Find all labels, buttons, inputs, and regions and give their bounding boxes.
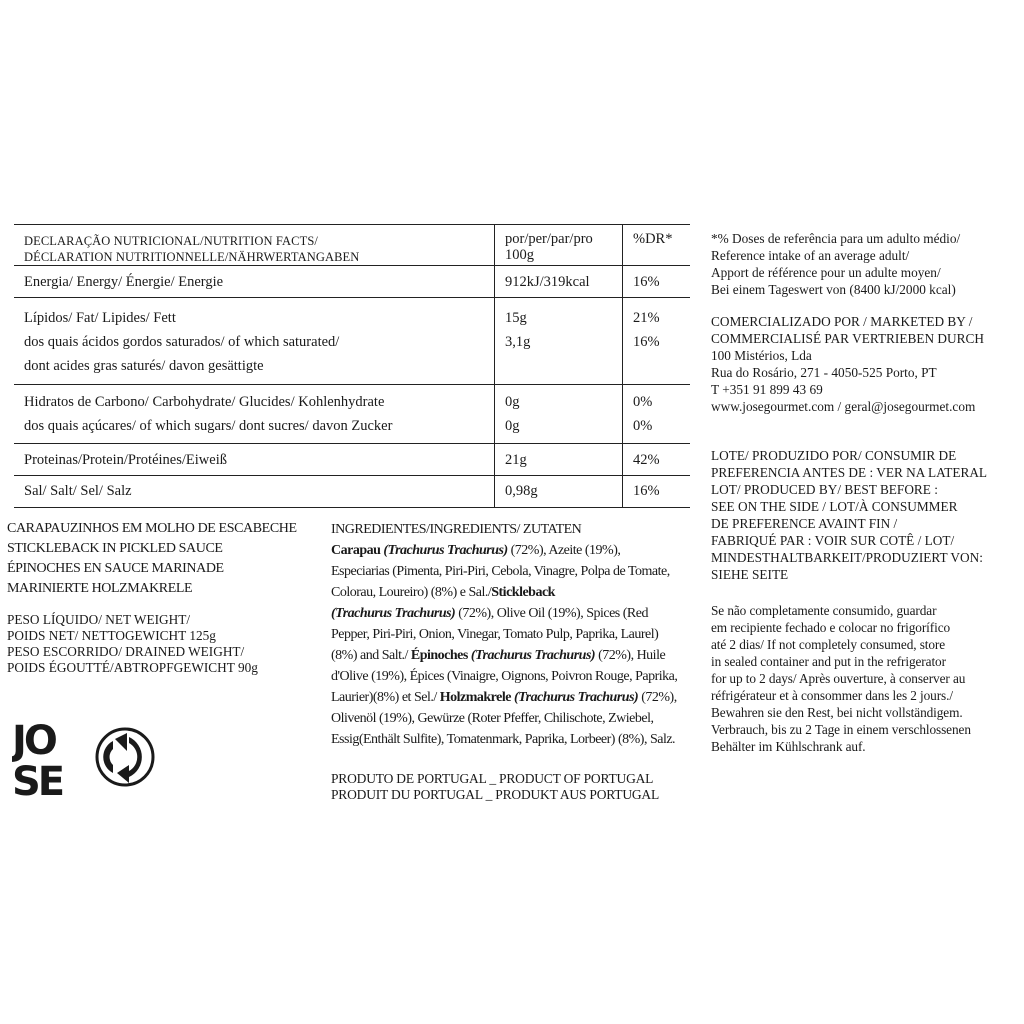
nutrition-row-carbohydrate xyxy=(14,385,690,444)
reference-intake-note: *% Doses de referência para um adulto médio/ Reference intake of an average adult/ Apport de référence pour un adulte moyen/ Bei einem Tageswert von (8400 kJ/2000 kcal) xyxy=(711,231,961,297)
company-address: Rua do Rosário, 271 - 4050-525 Porto, PT xyxy=(711,365,937,380)
dr-header: %DR* xyxy=(623,225,691,266)
company-web: www.josegourmet.com / geral@josegourmet.com xyxy=(711,399,976,414)
nutrient-value: 0,98g xyxy=(495,476,623,508)
nutrient-label: Hidratos de Carbono/ Carbohydrate/ Glucides/ Kohlenhydrate dos quais açúcares/ of which sugars/ dont sucres/ davon Zucker xyxy=(14,385,495,444)
nutrition-table xyxy=(14,224,690,508)
marketed-by-block xyxy=(711,313,1017,415)
nutrient-dr: 21% 16% xyxy=(623,298,691,385)
nutrient-value: 912kJ/319kcal xyxy=(495,266,623,298)
nutrient-value: 21g xyxy=(495,444,623,476)
nutrition-header-row xyxy=(14,225,690,266)
nutrition-row-salt xyxy=(14,476,690,508)
nutrient-label: Energia/ Energy/ Énergie/ Energie xyxy=(14,266,495,298)
lot-info: LOTE/ PRODUZIDO POR/ CONSUMIR DE PREFERENCIA ANTES DE : VER NA LATERAL LOT/ PRODUCED BY/ BEST BEFORE : SEE ON THE SIDE / LOT/À CONSUMMER DE PREFERENCE AVAINT FIN / FABRIQUÉ PAR : VOIR SUR COTÊ / LOT/ MINDESTHALTBARKEIT/PRODUZIERT VON: SIEHE SEITE xyxy=(711,448,988,582)
svg-text:SE: SE xyxy=(12,759,63,797)
green-dot-recycling-icon xyxy=(95,725,155,789)
marketed-by-label: COMERCIALIZADO POR / MARKETED BY / xyxy=(711,314,973,329)
per-header-line2: 100g xyxy=(505,247,534,263)
nutrition-row-energy xyxy=(14,266,690,298)
nutrient-dr: 0% 0% xyxy=(623,385,691,444)
product-names: CARAPAUZINHOS EM MOLHO DE ESCABECHE STICKLEBACK IN PICKLED SAUCE ÉPINOCHES EN SAUCE MARINADE MARINIERTE HOLZMAKRELE xyxy=(7,521,297,596)
nutrient-dr: 16% xyxy=(623,266,691,298)
marketed-by-label-2: COMMERCIALISÉ PAR VERTRIEBEN DURCH xyxy=(711,331,984,346)
company-phone: T +351 91 899 43 69 xyxy=(711,382,823,397)
origin-statement: PRODUTO DE PORTUGAL _ PRODUCT OF PORTUGAL PRODUIT DU PORTUGAL _ PRODUKT AUS PORTUGAL xyxy=(331,771,660,802)
weight-info: PESO LÍQUIDO/ NET WEIGHT/ POIDS NET/ NETTOGEWICHT 125g PESO ESCORRIDO/ DRAINED WEIGHT/ POIDS ÉGOUTTÉ/ABTROPFGEWICHT 90g xyxy=(7,612,258,675)
jose-logo xyxy=(12,717,64,797)
per-header-line1: por/per/par/pro xyxy=(505,231,593,247)
ingredients-text: Carapau (Trachurus Trachurus) (72%), Azeite (19%), Especiarias (Pimenta, Piri-Piri, Cebola, Vinagre, Polpa de Tomate, Colorau, Loureiro) (8%) e Sal./Stickleback (Trachurus Trachurus) (72%), Olive Oil (19%), Spices (Red Pepper, Piri-Piri, Onion, Vinegar, Tomato Pulp, Paprika, Laurel) (8%) and Salt./ Épinoches (Trachurus Trachurus) (72%), Huile d'Olive (19%), Épices (Vinaigre, Oignons, Poivron Rouge, Paprika, Laurier)(8%) et Sel./ Holzmakrele (Trachurus Trachurus) (72%), Olivenöl (19%), Gewürze (Roter Pfeffer, Chilischote, Zwiebel, Essig(Enthält Sulfite), Tomatenmark, Paprika, Lorbeer) (8%), Salz. xyxy=(331,543,678,747)
nutrition-title-line1: DECLARAÇÃO NUTRICIONAL/NUTRITION FACTS/ xyxy=(24,234,318,248)
svg-text:JO: JO xyxy=(12,718,55,764)
per-100g-header xyxy=(495,225,623,266)
nutrition-title-line2: DÉCLARATION NUTRITIONNELLE/NÄHRWERTANGABEN xyxy=(24,250,360,264)
nutrient-label: Lípidos/ Fat/ Lipides/ Fett dos quais ácidos gordos saturados/ of which saturated/ dont acides gras saturés/ davon gesättigte xyxy=(14,298,495,385)
nutrition-row-protein xyxy=(14,444,690,476)
nutrition-title xyxy=(14,225,495,266)
company-name: 100 Mistérios, Lda xyxy=(711,348,812,363)
nutrient-dr: 16% xyxy=(623,476,691,508)
nutrient-label: Sal/ Salt/ Sel/ Salz xyxy=(14,476,495,508)
nutrient-dr: 42% xyxy=(623,444,691,476)
jose-logo-mark xyxy=(12,717,64,797)
nutrient-value: 15g 3,1g xyxy=(495,298,623,385)
nutrient-value: 0g 0g xyxy=(495,385,623,444)
storage-instructions: Se não completamente consumido, guardar em recipiente fechado e colocar no frigorífico até 2 dias/ If not completely consumed, store in sealed container and put in the refrigerator for up to 2 days/ Après ouverture, à conserver au réfrigérateur et à consommer dans les 2 jours./ Bewahren sie den Rest, bei nicht vollständigem. Verbrauch, bis zu 2 Tage in einem verschlossenen Behälter im Kühlschrank auf. xyxy=(711,603,971,754)
ingredients-block xyxy=(331,519,681,750)
nutrition-row-fat xyxy=(14,298,690,385)
ingredients-title: INGREDIENTES/INGREDIENTS/ ZUTATEN xyxy=(331,522,582,537)
nutrient-label: Proteinas/Protein/Protéines/Eiweiß xyxy=(14,444,495,476)
